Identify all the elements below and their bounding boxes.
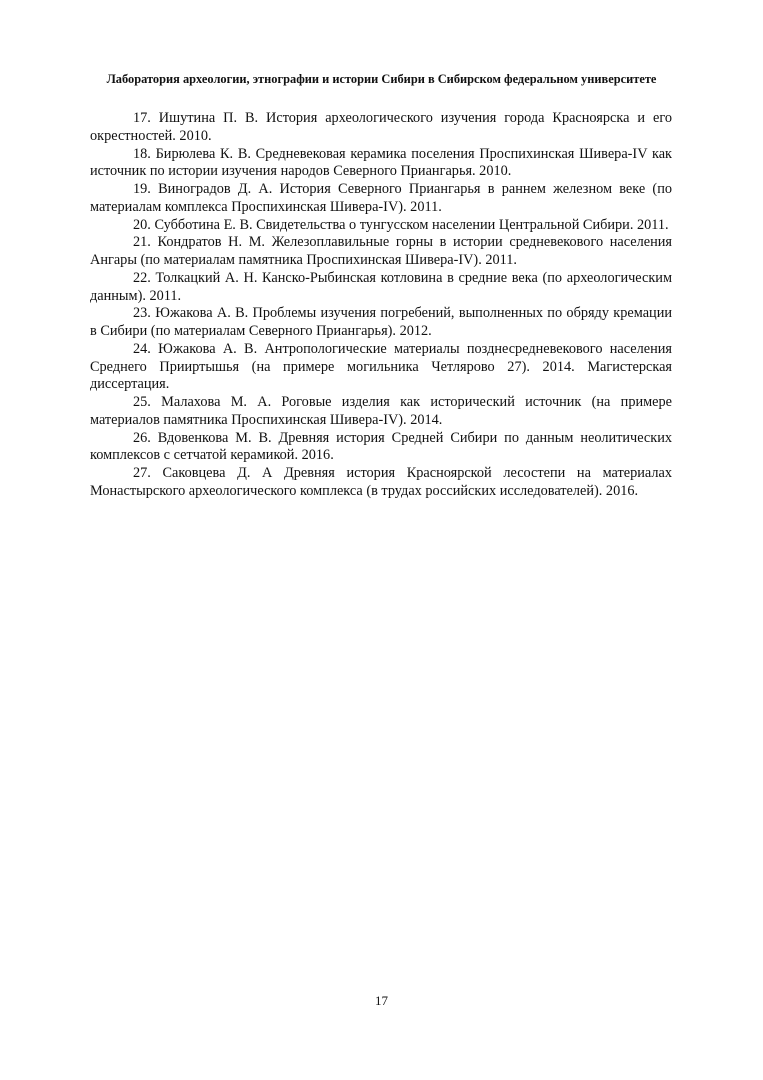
bibliography-entry-19: 19. Виноградов Д. А. История Северного Приангарья в раннем железном веке (по материалам комплекса Проспихинская Шивера-IV). 2011. [90,181,672,215]
bibliography-entry-18: 18. Бирюлева К. В. Средневековая керамика поселения Проспихинская Шивера-IV как источник по истории изучения народов Северного Приангарья. 2010. [90,145,672,180]
bibliography-entry-17: 17. Ишутина П. В. История археологического изучения города Красноярска и его окрестностей. 2010. [90,110,672,144]
bibliography-entry-24: 24. Южакова А. В. Антропологические материалы позднесредневекового населения Среднего Прииртышья (на примере могильника Четлярово 27). 2014. Магистерская диссертация. [90,340,672,393]
running-header: Лаборатория археологии, этнографии и истории Сибири в Сибирском федеральном университете [106,72,657,86]
bibliography-entry-20: 20. Субботина Е. В. Свидетельства о тунгусском населении Центральной Сибири. 2011. [133,216,669,233]
bibliography-entry-25: 25. Малахова М. А. Роговые изделия как исторический источник (на примере материалов памятника Проспихинская Шивера-IV). 2014. [90,394,672,428]
bibliography-entry-27: 27. Саковцева Д. А Древняя история Красноярской лесостепи на материалах Монастырского археологического комплекса (в трудах российских исследователей). 2016. [90,465,672,499]
bibliography-entry-22: 22. Толкацкий А. Н. Канско-Рыбинская котловина в средние века (по археологическим данным). 2011. [90,269,672,304]
bibliography-entry-23: 23. Южакова А. В. Проблемы изучения погребений, выполненных по обряду кремации в Сибири (по материалам Северного Приангарья). 2012. [90,305,672,339]
bibliography-list [90,110,672,501]
bibliography-entry-26: 26. Вдовенкова М. В. Древняя история Средней Сибири по данным неолитических комплексов с сетчатой керамикой. 2016. [90,429,672,464]
bibliography-entry-21: 21. Кондратов Н. М. Железоплавильные горны в истории средневекового населения Ангары (по материалам памятника Проспихинская Шивера-IV). 2011. [90,234,672,268]
page-number: 17 [375,993,388,1008]
